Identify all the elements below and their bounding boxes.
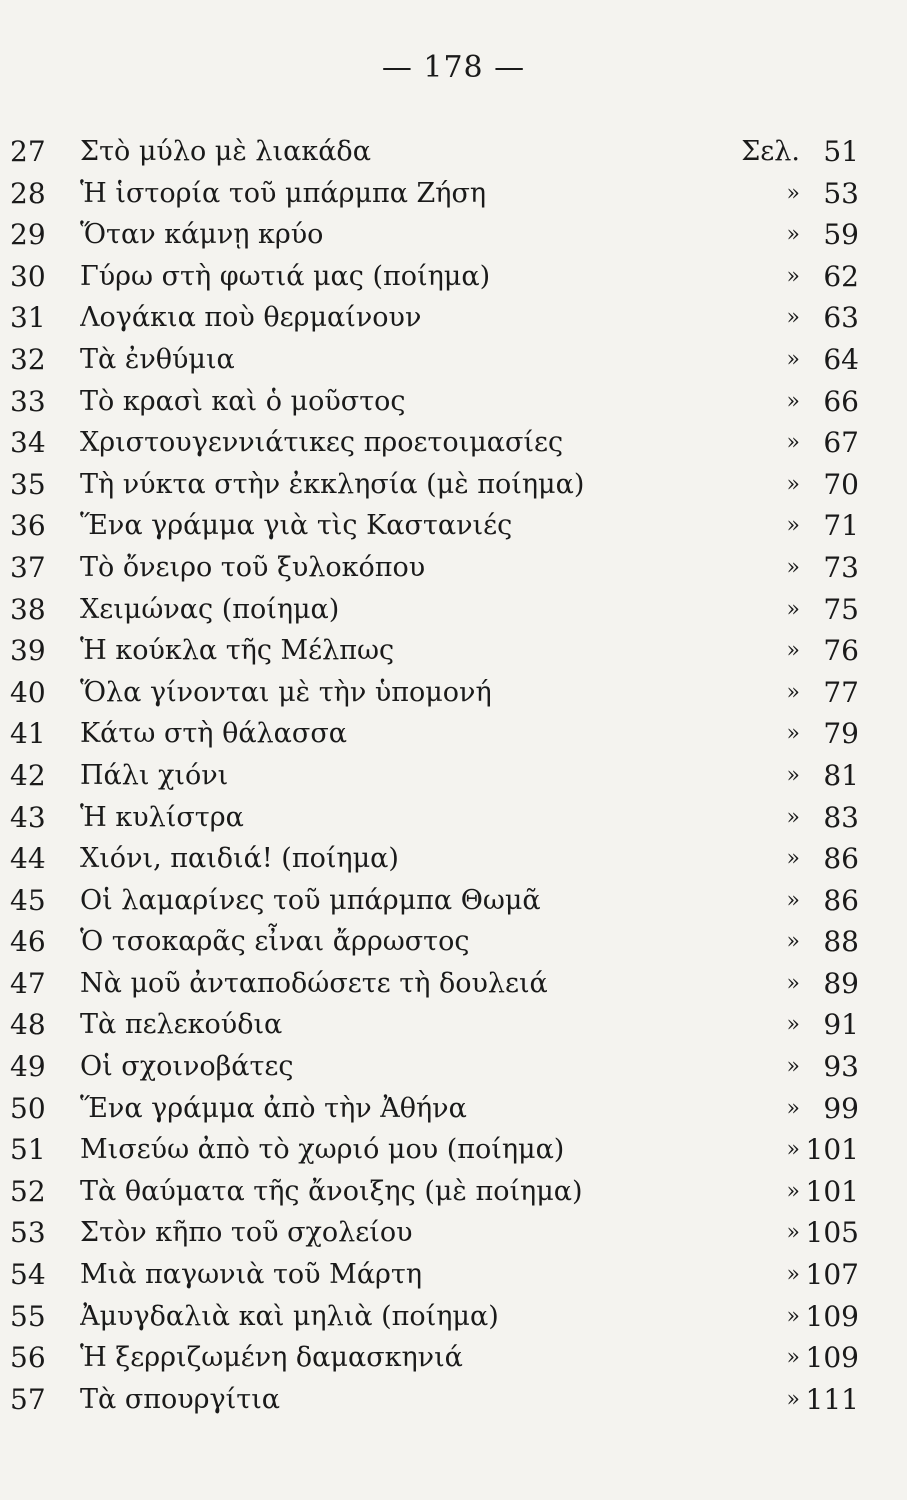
entry-title: Ὅταν κάμνῃ κρύο	[80, 219, 324, 251]
entry-page-number: 79	[823, 717, 859, 751]
entry-title: Τὸ ὄνειρο τοῦ ξυλοκόπου	[80, 551, 426, 583]
entry-number: 34	[10, 426, 46, 460]
entry-number: 51	[10, 1133, 46, 1167]
entry-page-number: 88	[823, 925, 859, 959]
entry-page-number: 93	[823, 1050, 859, 1084]
toc-entry	[0, 1254, 907, 1296]
entry-title: Χριστουγεννιάτικες προετοιμασίες	[80, 427, 564, 459]
entry-title: Ἡ κούκλα τῆς Μέλπως	[80, 635, 395, 667]
entry-page-number: 77	[823, 675, 859, 709]
ditto-mark: »	[786, 1012, 800, 1038]
ditto-mark: »	[786, 1303, 800, 1329]
entry-title: Οἱ λαμαρίνες τοῦ μπάρμπα Θωμᾶ	[80, 884, 541, 916]
ditto-mark: »	[786, 430, 800, 456]
ditto-mark: »	[786, 596, 800, 622]
entry-page-number: 99	[823, 1091, 859, 1125]
entry-number: 30	[10, 259, 46, 293]
table-of-contents	[0, 131, 907, 1420]
ditto-mark: »	[786, 1137, 800, 1163]
ditto-mark: »	[786, 929, 800, 955]
toc-entry	[0, 1088, 907, 1130]
ditto-mark: »	[786, 513, 800, 539]
ditto-mark: »	[786, 346, 800, 372]
entry-title: Νὰ μοῦ ἀνταποδώσετε τὴ δουλειά	[80, 967, 548, 999]
entry-number: 27	[10, 135, 46, 168]
entry-number: 33	[10, 384, 46, 418]
entry-title: Μιὰ παγωνιὰ τοῦ Μάρτη	[80, 1259, 423, 1291]
toc-entry	[0, 1379, 907, 1421]
toc-entry	[0, 1337, 907, 1379]
entry-number: 31	[10, 301, 46, 335]
ditto-mark: »	[786, 1095, 800, 1121]
toc-entry	[0, 214, 907, 256]
toc-entry	[0, 422, 907, 464]
ditto-mark: »	[786, 1220, 800, 1246]
entry-page-number: 67	[823, 426, 859, 460]
entry-title: Τὰ σπουργίτια	[80, 1383, 281, 1415]
entry-number: 55	[10, 1299, 46, 1333]
ditto-mark: »	[786, 1054, 800, 1080]
toc-entry	[0, 797, 907, 839]
entry-number: 29	[10, 218, 46, 252]
entry-number: 39	[10, 634, 46, 668]
ditto-mark: »	[786, 1345, 800, 1371]
entry-page-number: 109	[805, 1341, 859, 1375]
ditto-mark: »	[786, 721, 800, 747]
toc-entry	[0, 630, 907, 672]
entry-title: Μισεύω ἀπὸ τὸ χωριό μου (ποίημα)	[80, 1134, 565, 1166]
toc-entry	[0, 1296, 907, 1338]
toc-entry	[0, 921, 907, 963]
entry-number: 56	[10, 1341, 46, 1375]
entry-number: 38	[10, 592, 46, 626]
ditto-mark: »	[786, 846, 800, 872]
ditto-mark: »	[786, 970, 800, 996]
entry-title: Ὁ τσοκαρᾶς εἶναι ἄρρωστος	[80, 926, 470, 958]
entry-page-number: 109	[805, 1299, 859, 1333]
entry-number: 45	[10, 883, 46, 917]
entry-page-number: 83	[823, 800, 859, 834]
entry-number: 42	[10, 758, 46, 792]
entry-title: Ἡ ἱστορία τοῦ μπάρμπα Ζήση	[80, 177, 487, 209]
entry-title: Πάλι χιόνι	[80, 759, 229, 791]
toc-entry	[0, 297, 907, 339]
entry-title: Ἡ ξερριζωμένη δαμασκηνιά	[80, 1342, 463, 1374]
entry-page-number: 59	[823, 218, 859, 252]
toc-entry	[0, 713, 907, 755]
entry-title: Ἡ κυλίστρα	[80, 801, 244, 833]
entry-title: Τὸ κρασὶ καὶ ὁ μοῦστος	[80, 385, 406, 417]
entry-number: 35	[10, 467, 46, 501]
ditto-mark: »	[786, 679, 800, 705]
entry-title: Τὰ ἐνθύμια	[80, 343, 235, 375]
toc-entry	[0, 838, 907, 880]
ditto-mark: »	[786, 263, 800, 289]
entry-page-number: 111	[805, 1382, 859, 1416]
entry-number: 52	[10, 1174, 46, 1208]
toc-entry	[0, 339, 907, 381]
entry-number: 32	[10, 342, 46, 376]
toc-entry	[0, 880, 907, 922]
ditto-mark: »	[786, 180, 800, 206]
ditto-mark: »	[786, 1178, 800, 1204]
toc-entry	[0, 381, 907, 423]
entry-number: 53	[10, 1216, 46, 1250]
entry-number: 41	[10, 717, 46, 751]
toc-entry	[0, 672, 907, 714]
entry-title: Χειμώνας (ποίημα)	[80, 593, 340, 625]
entry-page-number: 64	[823, 342, 859, 376]
entry-page-number: 107	[805, 1258, 859, 1292]
toc-entry	[0, 1129, 907, 1171]
entry-number: 43	[10, 800, 46, 834]
entry-page-number: 71	[823, 509, 859, 543]
toc-entry	[0, 131, 907, 173]
toc-entry	[0, 547, 907, 589]
ditto-mark: »	[786, 638, 800, 664]
entry-page-number: 51	[823, 135, 859, 168]
entry-title: Κάτω στὴ θάλασσα	[80, 718, 347, 750]
page-number: — 178 —	[381, 50, 526, 85]
entry-page-number: 101	[805, 1174, 859, 1208]
entry-title: Ὅλα γίνονται μὲ τὴν ὑπομονή	[80, 676, 492, 708]
entry-title: Χιόνι, παιδιά! (ποίημα)	[80, 843, 399, 875]
entry-number: 46	[10, 925, 46, 959]
entry-number: 57	[10, 1382, 46, 1416]
entry-title: Τὴ νύκτα στὴν ἐκκλησία (μὲ ποίημα)	[80, 468, 585, 500]
entry-number: 28	[10, 176, 46, 210]
entry-page-number: 70	[823, 467, 859, 501]
entry-number: 48	[10, 1008, 46, 1042]
toc-entry	[0, 173, 907, 215]
entry-page-number: 89	[823, 966, 859, 1000]
entry-page-number: 101	[805, 1133, 859, 1167]
entry-title: Οἱ σχοινοβάτες	[80, 1051, 294, 1083]
toc-entry	[0, 256, 907, 298]
entry-number: 54	[10, 1258, 46, 1292]
entry-title: Στὸν κῆπο τοῦ σχολείου	[80, 1217, 413, 1249]
entry-page-number: 86	[823, 842, 859, 876]
toc-entry	[0, 755, 907, 797]
ditto-mark: »	[786, 1386, 800, 1412]
entry-title: Τὰ θαύματα τῆς ἄνοιξης (μὲ ποίημα)	[80, 1175, 583, 1207]
entry-page-number: 53	[823, 176, 859, 210]
entry-page-number: 81	[823, 758, 859, 792]
entry-page-number: 76	[823, 634, 859, 668]
ditto-mark: »	[786, 804, 800, 830]
page-abbreviation: Σελ.	[741, 136, 800, 167]
toc-entry	[0, 464, 907, 506]
entry-number: 44	[10, 842, 46, 876]
entry-page-number: 91	[823, 1008, 859, 1042]
toc-entry	[0, 505, 907, 547]
toc-entry	[0, 963, 907, 1005]
entry-number: 40	[10, 675, 46, 709]
ditto-mark: »	[786, 305, 800, 331]
entry-number: 37	[10, 550, 46, 584]
entry-page-number: 63	[823, 301, 859, 335]
toc-entry	[0, 1004, 907, 1046]
toc-entry	[0, 1046, 907, 1088]
entry-page-number: 62	[823, 259, 859, 293]
entry-number: 50	[10, 1091, 46, 1125]
toc-entry	[0, 589, 907, 631]
ditto-mark: »	[786, 471, 800, 497]
entry-title: Λογάκια ποὺ θερμαίνουν	[80, 302, 422, 334]
ditto-mark: »	[786, 1262, 800, 1288]
entry-number: 36	[10, 509, 46, 543]
entry-title: Γύρω στὴ φωτιά μας (ποίημα)	[80, 260, 491, 292]
entry-page-number: 86	[823, 883, 859, 917]
toc-entry	[0, 1212, 907, 1254]
toc-entry	[0, 1171, 907, 1213]
entry-title: Στὸ μύλο μὲ λιακάδα	[80, 136, 371, 167]
entry-title: Ἕνα γράμμα ἀπὸ τὴν Ἀθήνα	[80, 1092, 467, 1124]
ditto-mark: »	[786, 388, 800, 414]
ditto-mark: »	[786, 762, 800, 788]
entry-title: Τὰ πελεκούδια	[80, 1009, 283, 1041]
entry-number: 49	[10, 1050, 46, 1084]
entry-title: Ἕνα γράμμα γιὰ τὶς Καστανιές	[80, 510, 513, 542]
ditto-mark: »	[786, 554, 800, 580]
entry-number: 47	[10, 966, 46, 1000]
entry-title: Ἀμυγδαλιὰ καὶ μηλιὰ (ποίημα)	[80, 1300, 499, 1332]
ditto-mark: »	[786, 887, 800, 913]
entry-page-number: 75	[823, 592, 859, 626]
entry-page-number: 105	[805, 1216, 859, 1250]
entry-page-number: 66	[823, 384, 859, 418]
entry-page-number: 73	[823, 550, 859, 584]
ditto-mark: »	[786, 222, 800, 248]
